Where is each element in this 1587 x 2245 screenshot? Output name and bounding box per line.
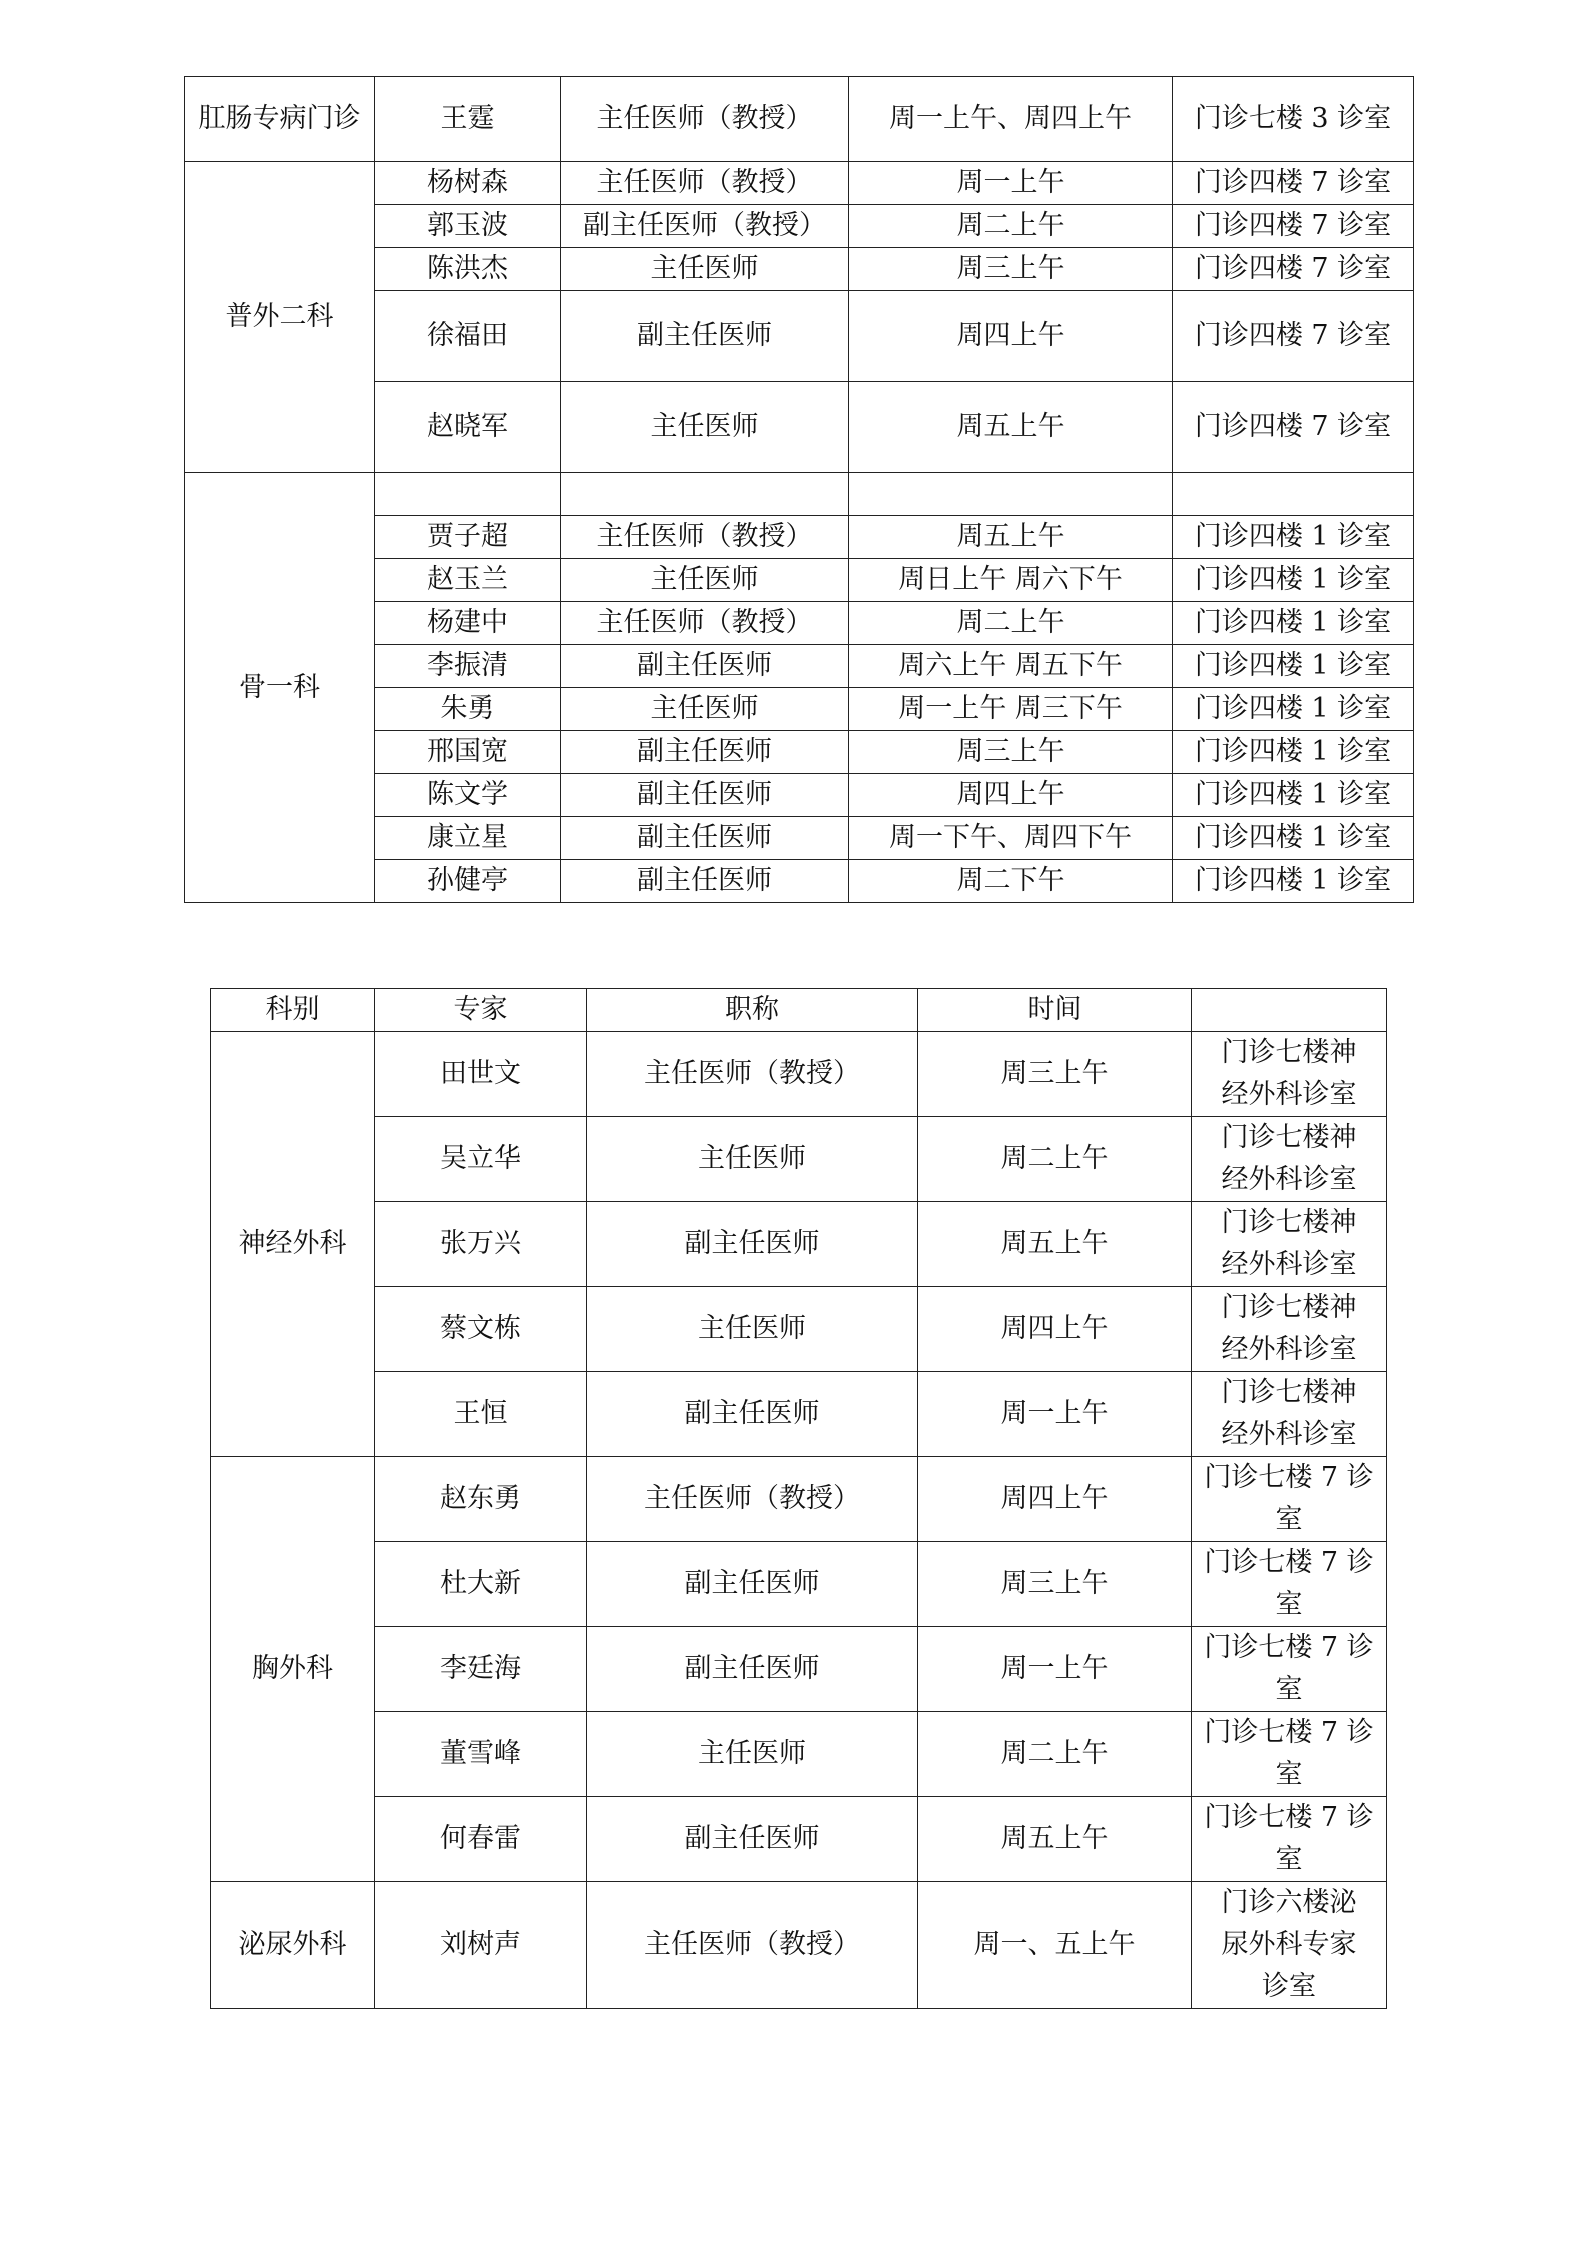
time-cell bbox=[849, 473, 1173, 516]
department-cell: 神经外科 bbox=[211, 1032, 375, 1457]
title-cell: 副主任医师 bbox=[561, 645, 849, 688]
department-cell: 胸外科 bbox=[211, 1457, 375, 1882]
time-cell: 周二上午 bbox=[918, 1117, 1192, 1202]
header-title: 职称 bbox=[587, 989, 918, 1032]
table-row bbox=[211, 1627, 1387, 1712]
room-cell: 门诊四楼 1 诊室 bbox=[1173, 559, 1414, 602]
time-cell: 周日上午 周六下午 bbox=[849, 559, 1173, 602]
time-cell: 周六上午 周五下午 bbox=[849, 645, 1173, 688]
doctor-cell: 孙健亭 bbox=[375, 860, 561, 903]
title-cell: 副主任医师 bbox=[561, 817, 849, 860]
room-cell: 门诊六楼泌 尿外科专家 诊室 bbox=[1192, 1882, 1387, 2009]
doctor-cell: 陈文学 bbox=[375, 774, 561, 817]
title-cell: 主任医师 bbox=[587, 1712, 918, 1797]
table-row bbox=[211, 1457, 1387, 1542]
room-cell: 门诊四楼 1 诊室 bbox=[1173, 731, 1414, 774]
room-cell: 门诊七楼 7 诊 室 bbox=[1192, 1712, 1387, 1797]
doctor-cell: 董雪峰 bbox=[375, 1712, 587, 1797]
time-cell: 周五上午 bbox=[849, 382, 1173, 473]
title-cell: 主任医师 bbox=[561, 688, 849, 731]
title-cell: 副主任医师 bbox=[587, 1202, 918, 1287]
title-cell: 主任医师（教授） bbox=[561, 162, 849, 205]
time-cell: 周五上午 bbox=[918, 1202, 1192, 1287]
table-row bbox=[211, 1032, 1387, 1117]
room-cell: 门诊四楼 7 诊室 bbox=[1173, 291, 1414, 382]
doctor-cell: 赵玉兰 bbox=[375, 559, 561, 602]
time-cell: 周一、五上午 bbox=[918, 1882, 1192, 2009]
time-cell: 周五上午 bbox=[849, 516, 1173, 559]
room-cell: 门诊四楼 1 诊室 bbox=[1173, 817, 1414, 860]
time-cell: 周五上午 bbox=[918, 1797, 1192, 1882]
doctor-cell: 李振清 bbox=[375, 645, 561, 688]
department-cell: 普外二科 bbox=[185, 162, 375, 473]
title-cell: 副主任医师 bbox=[587, 1542, 918, 1627]
room-cell: 门诊四楼 1 诊室 bbox=[1173, 688, 1414, 731]
time-cell: 周一下午、周四下午 bbox=[849, 817, 1173, 860]
doctor-cell: 张万兴 bbox=[375, 1202, 587, 1287]
time-cell: 周三上午 bbox=[918, 1542, 1192, 1627]
department-cell: 肛肠专病门诊 bbox=[185, 77, 375, 162]
doctor-cell: 刘树声 bbox=[375, 1882, 587, 2009]
room-cell: 门诊七楼 7 诊 室 bbox=[1192, 1457, 1387, 1542]
header-doctor: 专家 bbox=[375, 989, 587, 1032]
table-row bbox=[185, 162, 1414, 205]
doctor-cell: 王霆 bbox=[375, 77, 561, 162]
room-cell: 门诊四楼 7 诊室 bbox=[1173, 248, 1414, 291]
table-row bbox=[211, 1117, 1387, 1202]
time-cell: 周二上午 bbox=[849, 205, 1173, 248]
doctor-cell: 陈洪杰 bbox=[375, 248, 561, 291]
time-cell: 周一上午 周三下午 bbox=[849, 688, 1173, 731]
table-row bbox=[211, 1882, 1387, 2009]
room-cell: 门诊四楼 7 诊室 bbox=[1173, 162, 1414, 205]
room-cell: 门诊四楼 1 诊室 bbox=[1173, 860, 1414, 903]
title-cell bbox=[561, 473, 849, 516]
time-cell: 周三上午 bbox=[918, 1032, 1192, 1117]
header-department: 科别 bbox=[211, 989, 375, 1032]
doctor-cell: 何春雷 bbox=[375, 1797, 587, 1882]
title-cell: 副主任医师 bbox=[587, 1627, 918, 1712]
title-cell: 主任医师 bbox=[587, 1287, 918, 1372]
header-time: 时间 bbox=[918, 989, 1192, 1032]
time-cell: 周四上午 bbox=[918, 1287, 1192, 1372]
time-cell: 周一上午 bbox=[918, 1627, 1192, 1712]
room-cell: 门诊七楼神 经外科诊室 bbox=[1192, 1287, 1387, 1372]
doctor-cell: 赵东勇 bbox=[375, 1457, 587, 1542]
table-row bbox=[211, 1797, 1387, 1882]
room-cell: 门诊四楼 7 诊室 bbox=[1173, 382, 1414, 473]
table-row bbox=[211, 1372, 1387, 1457]
room-cell: 门诊七楼神 经外科诊室 bbox=[1192, 1202, 1387, 1287]
table-row bbox=[211, 1712, 1387, 1797]
time-cell: 周四上午 bbox=[918, 1457, 1192, 1542]
room-cell: 门诊四楼 1 诊室 bbox=[1173, 774, 1414, 817]
table-row bbox=[185, 473, 1414, 516]
room-cell: 门诊七楼神 经外科诊室 bbox=[1192, 1117, 1387, 1202]
room-cell: 门诊七楼 7 诊 室 bbox=[1192, 1627, 1387, 1712]
doctor-cell: 康立星 bbox=[375, 817, 561, 860]
time-cell: 周一上午 bbox=[849, 162, 1173, 205]
time-cell: 周二上午 bbox=[849, 602, 1173, 645]
doctor-cell bbox=[375, 473, 561, 516]
room-cell: 门诊七楼神 经外科诊室 bbox=[1192, 1372, 1387, 1457]
room-cell: 门诊七楼 7 诊 室 bbox=[1192, 1797, 1387, 1882]
time-cell: 周一上午 bbox=[918, 1372, 1192, 1457]
doctor-cell: 赵晓军 bbox=[375, 382, 561, 473]
room-cell: 门诊四楼 1 诊室 bbox=[1173, 602, 1414, 645]
doctor-cell: 贾子超 bbox=[375, 516, 561, 559]
time-cell: 周二下午 bbox=[849, 860, 1173, 903]
room-cell: 门诊四楼 1 诊室 bbox=[1173, 645, 1414, 688]
title-cell: 副主任医师 bbox=[561, 860, 849, 903]
title-cell: 主任医师（教授） bbox=[587, 1882, 918, 2009]
title-cell: 主任医师（教授） bbox=[561, 77, 849, 162]
room-cell: 门诊七楼神 经外科诊室 bbox=[1192, 1032, 1387, 1117]
room-cell: 门诊四楼 1 诊室 bbox=[1173, 516, 1414, 559]
table-row bbox=[211, 1542, 1387, 1627]
title-cell: 副主任医师 bbox=[561, 731, 849, 774]
doctor-cell: 邢国宽 bbox=[375, 731, 561, 774]
room-cell: 门诊四楼 7 诊室 bbox=[1173, 205, 1414, 248]
doctor-cell: 杜大新 bbox=[375, 1542, 587, 1627]
time-cell: 周四上午 bbox=[849, 291, 1173, 382]
doctor-cell: 李廷海 bbox=[375, 1627, 587, 1712]
time-cell: 周三上午 bbox=[849, 248, 1173, 291]
title-cell: 主任医师 bbox=[561, 248, 849, 291]
room-cell: 门诊七楼 7 诊 室 bbox=[1192, 1542, 1387, 1627]
table-row bbox=[211, 1202, 1387, 1287]
doctor-cell: 田世文 bbox=[375, 1032, 587, 1117]
time-cell: 周三上午 bbox=[849, 731, 1173, 774]
time-cell: 周二上午 bbox=[918, 1712, 1192, 1797]
room-cell bbox=[1173, 473, 1414, 516]
title-cell: 主任医师 bbox=[561, 382, 849, 473]
time-cell: 周四上午 bbox=[849, 774, 1173, 817]
title-cell: 主任医师 bbox=[561, 559, 849, 602]
title-cell: 主任医师（教授） bbox=[561, 602, 849, 645]
schedule-table-1 bbox=[184, 76, 1414, 903]
doctor-cell: 吴立华 bbox=[375, 1117, 587, 1202]
title-cell: 副主任医师 bbox=[587, 1372, 918, 1457]
room-cell: 门诊七楼 3 诊室 bbox=[1173, 77, 1414, 162]
doctor-cell: 蔡文栋 bbox=[375, 1287, 587, 1372]
title-cell: 副主任医师 bbox=[561, 774, 849, 817]
department-cell: 泌尿外科 bbox=[211, 1882, 375, 2009]
title-cell: 副主任医师（教授） bbox=[561, 205, 849, 248]
title-cell: 副主任医师 bbox=[587, 1797, 918, 1882]
doctor-cell: 王恒 bbox=[375, 1372, 587, 1457]
title-cell: 主任医师（教授） bbox=[587, 1032, 918, 1117]
table-row bbox=[185, 77, 1414, 162]
title-cell: 主任医师（教授） bbox=[561, 516, 849, 559]
doctor-cell: 郭玉波 bbox=[375, 205, 561, 248]
doctor-cell: 杨树森 bbox=[375, 162, 561, 205]
header-room bbox=[1192, 989, 1387, 1032]
schedule-table-2-body bbox=[211, 1032, 1387, 2009]
title-cell: 主任医师 bbox=[587, 1117, 918, 1202]
doctor-cell: 杨建中 bbox=[375, 602, 561, 645]
table-row bbox=[211, 1287, 1387, 1372]
doctor-cell: 徐福田 bbox=[375, 291, 561, 382]
time-cell: 周一上午、周四上午 bbox=[849, 77, 1173, 162]
schedule-table-2 bbox=[210, 988, 1387, 2009]
department-cell: 骨一科 bbox=[185, 473, 375, 903]
title-cell: 副主任医师 bbox=[561, 291, 849, 382]
header-row bbox=[211, 989, 1387, 1032]
title-cell: 主任医师（教授） bbox=[587, 1457, 918, 1542]
schedule-table-1-body bbox=[185, 77, 1414, 903]
doctor-cell: 朱勇 bbox=[375, 688, 561, 731]
